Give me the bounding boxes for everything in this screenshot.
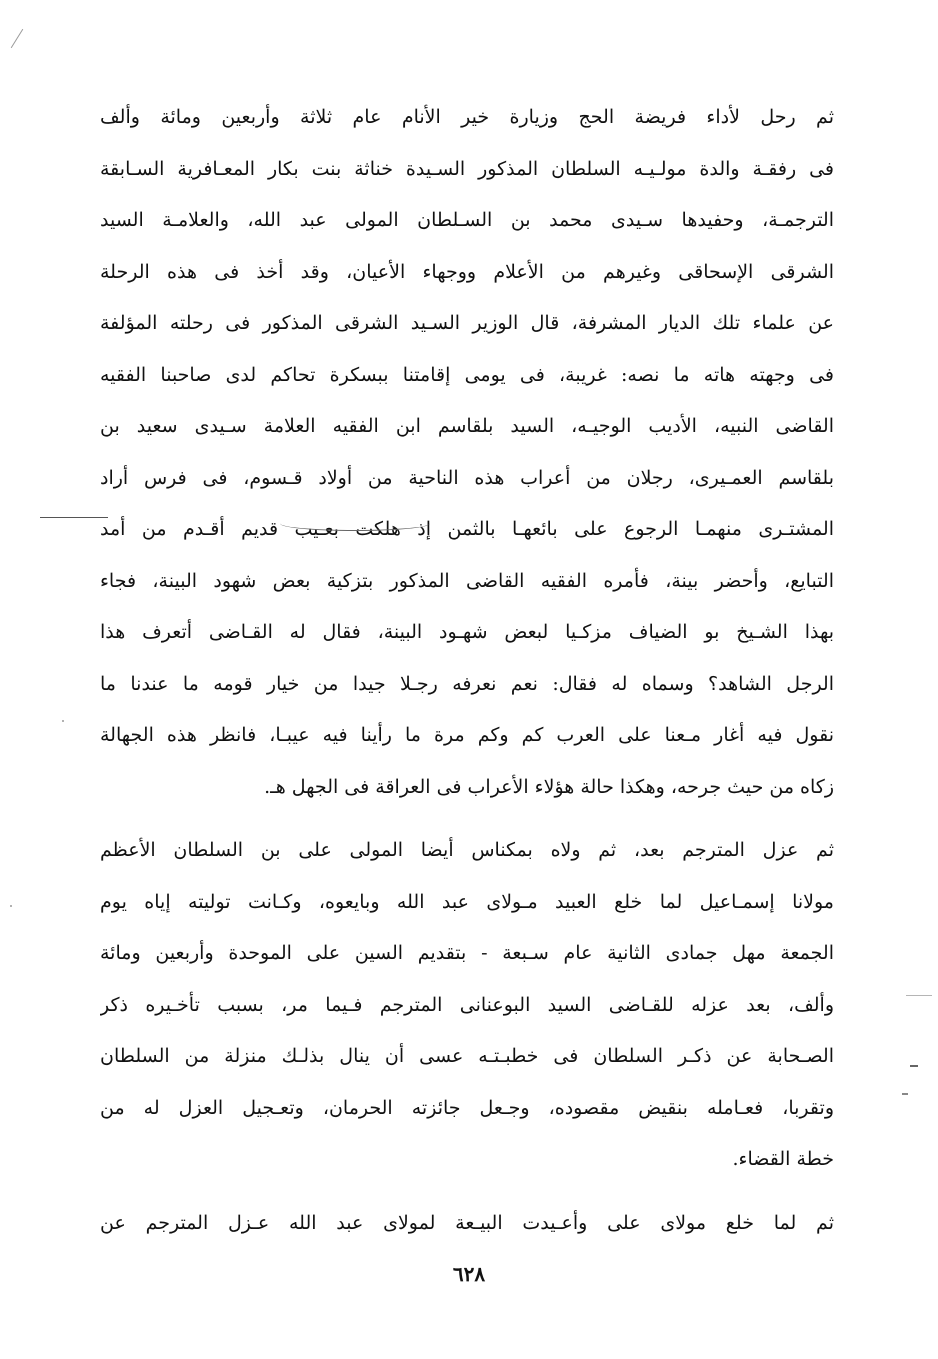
body-text — [100, 92, 834, 1249]
text-line: فى رفقـة والدة مولـيـه السلطان المذكور السـيدة خناثة بنت بكار المعـافرية السـابقة — [100, 157, 834, 180]
text-line: المشتـرى منهمـا الرجوع على بائعهـا بالثمن إذ هلكت بعـيب قديم أقـدم من أمد — [100, 518, 834, 540]
text-line: بهذا الشـيخ بو الضياف مزكـيا لبعض شهـود البينة، فقال له القـاضى أتعرف هذا — [100, 621, 834, 643]
paragraph-hajj-journey — [100, 92, 834, 813]
text-line: خطة القضاء. — [732, 1148, 834, 1170]
text-line: القاضى النبيه، الأديب الوجيـه، السيد بلقاسم ابن الفقيه العلامة سـيدى سعيد بن — [100, 415, 834, 437]
paragraph-dismissal — [100, 825, 834, 1186]
text-line: الترجمـة، وحفيدها سـيدى محمد بن السـلطان المولى عبد الله، والعلامـة السيد — [100, 209, 834, 231]
text-line: الجمعة مهل جمادى الثانية عام سـبعة - بتقديم السين على الموحدة وأربعين ومائة — [100, 942, 834, 964]
text-line: الصـحابة عن ذكـر السلطان فى خطبـتـه عسى أن ينال بذلـك منزلة من السلطان — [100, 1045, 834, 1067]
scan-mark — [910, 1065, 918, 1067]
text-line: وألف، بعد عزله للقـاضى السيد البوعنانى المترجم فـيما مر، بسبب تأخـيره ذكر — [100, 993, 834, 1016]
text-line: وتقربا، فعـامله بنقيض مقصوده، وجـعل جائزته الحرمان، وتعـجيل العزل له من — [100, 1096, 834, 1119]
paragraph-continuation — [100, 1198, 834, 1250]
text-line: فى وجهته هاته ما نصه: غريبة، فى يومى إقامتنا ببسكرة تحاكم لدى صاحبنا الفقيه — [100, 363, 834, 386]
text-line: بلقاسم العمـيرى، رجلان من أعراب هذه الناحية من أولاد قـسوم، فى فرس أراد — [100, 466, 834, 489]
text-line: مولانا إسمـاعيل لما خلع العبيد مـولاى عبد الله وبايعوه، وكـانت توليته إياه يوم — [100, 890, 834, 913]
paragraph-gap — [100, 1186, 834, 1198]
paragraph-gap — [100, 813, 834, 825]
scan-mark — [906, 995, 932, 996]
text-line: ثم رحل لأداء فريضة الحج وزيارة خير الأنام عام ثلاثة وأربعين ومائة وألف — [100, 106, 834, 128]
text-line: زكاه من حيث جرحه، وهكذا حالة هؤلاء الأعراب فى العراقة فى الجهل هـ. — [264, 775, 834, 798]
text-line: عن علماء تلك الديار المشرفة، قال الوزير السـيد الشرقى المذكور فى رحلته المؤلفة — [100, 312, 834, 334]
scan-mark — [11, 29, 24, 48]
pen-underline-mark — [40, 517, 108, 518]
page-number: ٦٢٨ — [452, 1262, 486, 1286]
text-line: الشرقى الإسحاقى وغيرهم من الأعلام ووجهاء الأعيان، وقد أخذ فى هذه الرحلة — [100, 260, 834, 283]
text-line: ثم عزل المترجم بعد، ثم ولاه بمكناس أيضا المولى على بن السلطان الأعظم — [100, 839, 834, 861]
scan-mark — [902, 1093, 908, 1095]
scan-mark — [10, 905, 12, 907]
text-line: الرجل الشاهد؟ وسماه له فقال: نعم نعرفه رجـلا جيدا من خيار قومه ما عندنا ما — [100, 672, 834, 695]
text-line: التبايع، وأحضر بينة، فأمره الفقيه القاضى المذكور بتزكية بعض شهود البينة، فجاء — [100, 569, 834, 592]
text-line: نقول فيه أغار مـعنا على العرب كم وكم مرة ما رأينا فيه عيبـا، فانظر هذه الجهالة — [100, 724, 834, 746]
scan-mark — [62, 720, 64, 722]
text-line: ثم لما خلع مولاى على وأعـيدت البيـعة لمولاى عبد الله عـزل المترجم عن — [100, 1211, 834, 1234]
